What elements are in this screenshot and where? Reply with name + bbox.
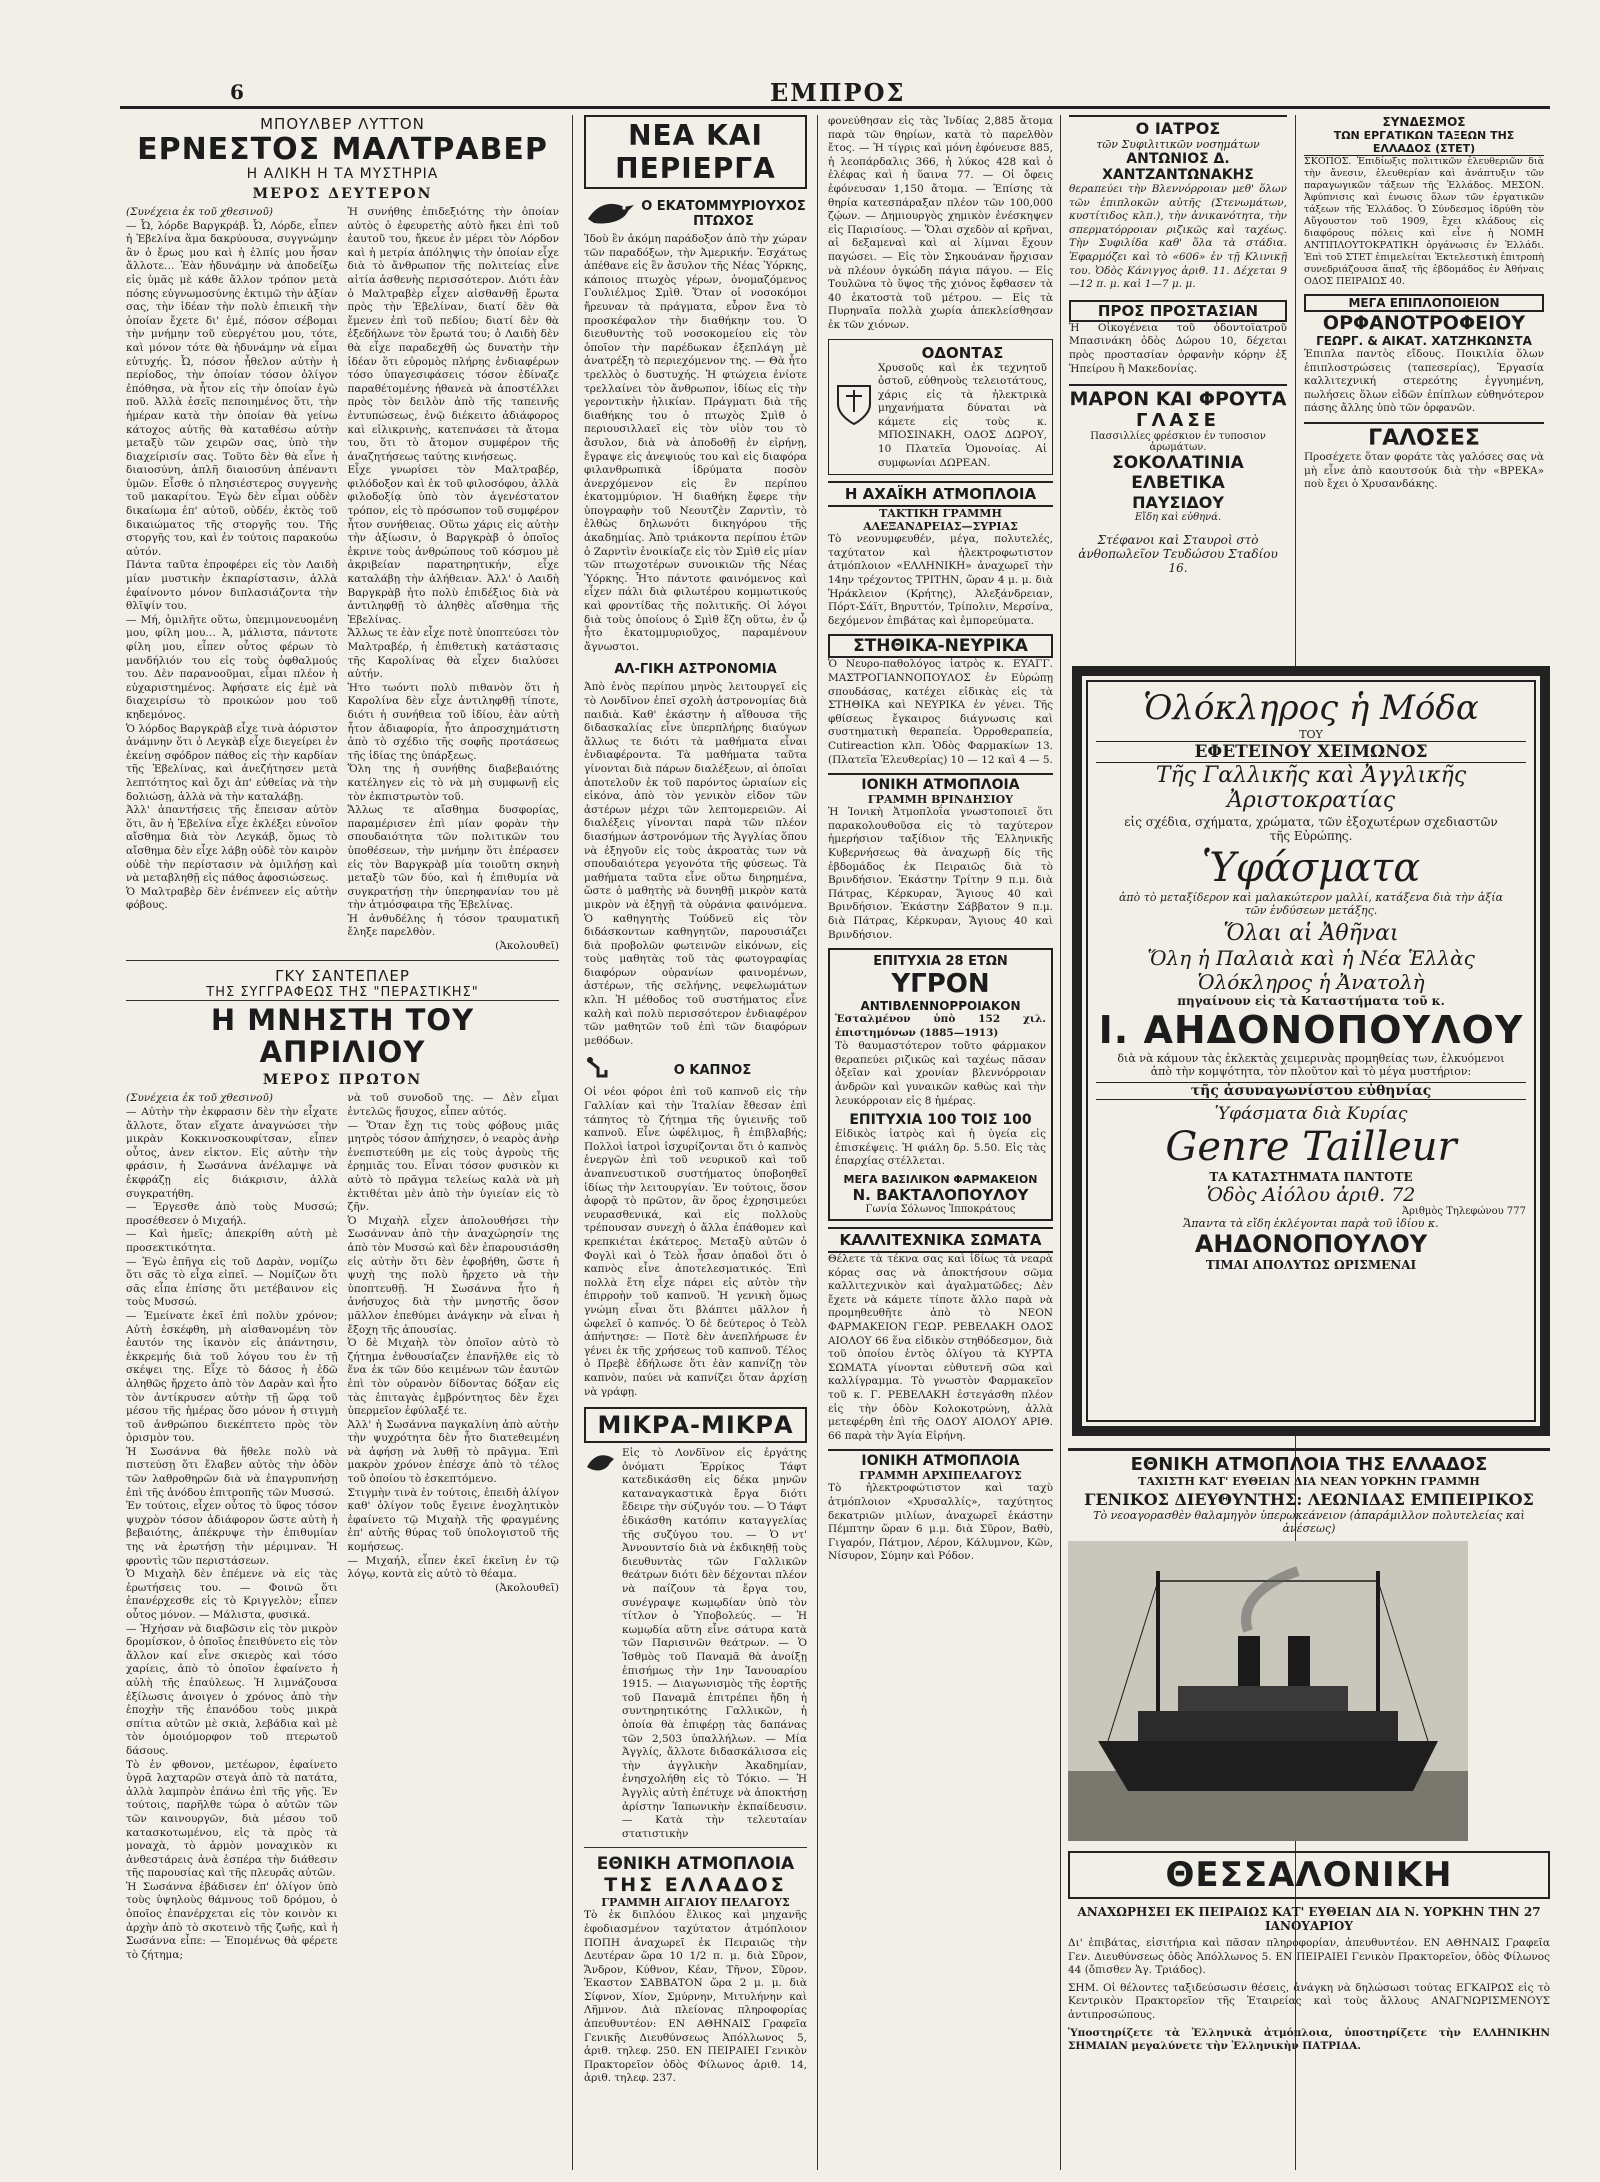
ad-line: τῆς ἀσυναγωνίστου εὐθηνίας (1096, 1082, 1526, 1100)
ad-title: ΜΕΓΑ ΒΑΣΙΛΙΚΟΝ ΦΑΡΜΑΚΕΙΟΝ (843, 1173, 1038, 1187)
ad-title: Ο ΙΑΤΡΟΣ (1069, 115, 1287, 138)
ad-title: ΜΑΡΟΝ ΚΑΙ ΦΡΟΥΤΑ (1069, 384, 1287, 410)
serial-title: ΕΡΝΕΣΤΟΣ ΜΑΛΤΡΑΒΕΡ (137, 132, 548, 167)
section-title: ΝΕΑ ΚΑΙ ΠΕΡΙΕΡΓΑ (584, 115, 807, 189)
ad-line: Ἄπαντα τὰ εἴδη ἐκλέγονται παρὰ τοῦ ἰδίου κ. (1183, 1217, 1439, 1230)
paragraph: — Ἐμείνατε ἐκεῖ ἐπὶ πολὺν χρόνον; Αὐτὴ ἐσκέφθη, μὴ αἰσθανομένη τὸν ἑαυτόν της ἱκανὸν εἰς ἀπάντησιν, ἐκκρεμής διὰ τοῦ λόγου του ἐν τῇ σκέψει της. Εἶχε τὸ δάσος ἡ ἐδῶ ἀληθῶς ἤρχετο ἀπὸ τὸν Δαρὰν καὶ ἦτο τὸν ἀντίκρυσεν αὐτὴν τῇ ὥρᾳ τοῦ μέσου τῆς ἡμέρας ὅσο μόνον ἡ στιγμὴ τοῦ ἀνθρώπου διεκέπτετο πρὸς τὸν ὁρισμὸν του. (126, 1309, 338, 1445)
ad-body: Ὁ Νευρο-παθολόγος ἰατρὸς κ. ΕΥΑΓΓ. ΜΑΣΤΡΟΓΙΑΝΝΟΠΟΥΛΟΣ ἐν Εὐρώπῃ σπουδάσας, κατέχει εἰδικὰς εἰς τὰ ΣΤΗΘΙΚΑ καὶ ΝΕΥΡΙΚΑ ἐν γένει. Τῆς φθίσεως ἔγκαιρος διάγνωσις καὶ συστηματικὴ θεραπεία. Ὀρροθεραπεία, Cutireaction κλπ. Ὁδὸς Φαρμακίων 13. (Πλατεῖα Ἐλευθερίας) 10 — 12 καὶ 4 — 5. (828, 658, 1053, 766)
continued-note: (Ἀκολουθεῖ) (495, 940, 559, 953)
ad-line: Ὅλαι αἱ Ἀθῆναι (1223, 921, 1399, 946)
ad-body: Ἡ Ἰονικὴ Ἀτμοπλοΐα γνωστοποιεῖ ὅτι παρακολουθοῦσα εἰς τὸ ταχύτερον ἡμερήσιον ταξίδιον τῆς Ἐλληνικῆς Κυβερνήσεως θὰ ἀναχωρῇ δίς τῆς ἑβδομάδος ἐκ Πειραιῶς διὰ τὸ Βρινδήσιον. Ἐκάστην Τρίτην 9 π.μ. διὰ Πάτρας, Κέρκυραν, Ἅγιους 40 καὶ Βρινδήσιον. Ἐκάστην Σάββατον 9 π.μ. διὰ Πάτρας, Κέρκυραν, Ἅγιους 40 καὶ Βρινδήσιον. (828, 806, 1053, 941)
brief-block (584, 1447, 807, 1841)
article-body: Ἰδοὺ ἓν ἀκόμη παράδοξον ἀπὸ τὴν χώραν τῶν παραδόξων, τὴν Ἀμερικήν. Ἐσχάτως ἀπέθανε εἰς ἓν ἄσυλον τῆς Νέας Ὑόρκης, κάποιος πτωχὸς γέρων, ὀνομαζόμενος Γουλιέλμος Σμὶθ. Ὅταν οἱ νοσοκόμοι ἤρευναν τὰ πράγματα, εὗρον ἔνα τὸ προσκέφαλον τὴν διαθήκην του. Ὁ διευθυντὴς τοῦ νοσοκομείου εἰς τὸν ὁποῖον τὴν παρέδωκαν ἐξεπλάγη μὲ ἀνατρέξη τὸ περιεχόμενον της. — Θὰ ἦτο τρελλὸς ὁ δυστυχής. Ἡ φτώχεια ἐνίοτε τρελλαίνει τὸν ἄνθρωπον, ἰδίως εἰς τὴν γεροντικὴν ἡλικίαν. Πράγματι διὰ τῆς διαθήκης του ὁ πτωχὸς Σμὶθ ὁ περιουσιλλαεῖ εἰς τὸν υἱὸν του τὸ ἄσυλον, διὰ νὰ ἀποδοθῇ ἐν εἰρήνῃ, ἔγραψε εἰς ἀνεψιούς του καὶ εἰς διαφόρα φιλανθρωπικὰ ἱδρύματα ποσὸν ἀνερχόμενον εἰς ἓν περίπου ἑκατομμύριον. Ἡ διαθήκη ἔφερε τὴν ὑπογραφὴν τοῦ Νεουτζὲν Ζαρντὶν, τὸ ἐλθὼς δηλωνότι δικηγόρου τῆς ἀκαδημίας. Ἀπὸ τριάκοντα περίπου ἐτῶν ὁ Ζαρντὶν ἐνοικίαζε εἰς τὸν Σμὶθ εἰς μίαν τῶν πτωχοτέρων συνοικιῶν τῆς Νέας Ὑόρκης. Ἦτο πάντοτε φαινόμενος καὶ εἶχεν πάλι διὰ φιλωτέρου κομμωτικούς καὶ φροντίδας τῆς πολιτικῆς. Οἱ λόγοι διὰ τοὺς ὁποίους ὁ Σμὶθ ἔζη οὕτω, ἐν ᾧ ἦτο ἑκατομμυριοῦχος, παραμένουν ἄγνωστοι. (584, 233, 807, 653)
paragraph: — Ἐργεσθε ἀπὸ τοὺς Μυσσώ; προσέθεσεν ὁ Μιχαήλ. (126, 1201, 338, 1227)
continuation-note: (Συνέχεια ἐκ τοῦ χθεσινοῦ) (126, 206, 273, 218)
serial-body (126, 206, 559, 954)
paragraph: Ὁ Μαλτραβὲρ δὲν ἐνέπνεεν εἰς αὐτὴν φόβους. (126, 885, 338, 912)
ad-subtitle: ΤΩΝ ΕΡΓΑΤΙΚΩΝ ΤΑΞΕΩΝ ΤΗΣ ΕΛΛΑΔΟΣ (ΣΤΕΤ) (1304, 129, 1544, 156)
column-serials (120, 115, 565, 2170)
ad-title: ΓΑΛΟΣΕΣ (1304, 422, 1544, 451)
article-body: Ἀπὸ ἑνὸς περίπου μηνὸς λειτουργεῖ εἰς τὸ Λονδῖνον ἐπεῖ σχολὴ ἀστρονομίας διὰ παιδιὰ. Καθ' ἑκάστην ἡ αἴθουσα τῆς διδασκαλίας εἶνε ὑπερπλήρης διαύγων ἄλλως τε διότι τὰ μαθήματα εἶναι ἐνδιαφέροντα. Τὰ μαθήματα ταῦτα γίνονται διὰ πάρων διαλέξεων, αἱ ὁποῖαι ἀποτελοῦν ἐκ τοῦ παρόντος ὡριαίων εἰς εἰκόνα, ἀπὸ τὸν γενικὸν εἰδον τῶν ἀστέρων μέχρι τῶν λεπτομερειῶν. Αἱ διαλέξεις γίνονται παρὰ τῶν πλέον διασήμων ἀστρονόμων τῆς Ἀγγλίας ὅπου νὰ ἐξηγοῦν εἰς τοὺς ἀκροατὰς των νὰ σπουδαιότερα γεγονότα τῆς φύσεως. Τὰ μαθήματα ταῦτα εἶνε οὕτω διηρημένα, ὥστε ὁ μαθητὴς νὰ δυνηθῇ μικρὸν κατὰ μικρὸν νὰ ἐξηγῇ τὰ οὐράνια φαινόμενα. Ὁ καθηγητὴς Τούδνεϋ εἰς τὸν διδάσκοντων καθηγητῶν, παρουσιάζει διὰ προβολῶν φωτεινῶν εἰκόνων, εἰς τοὺς μαθητὰς τοῦ τὰς φωτογραφίας διαφόρων οὐρανίων φαινομένων, ἀστέρων, τῆς σελήνης, νεφελωμάτων κλπ. Ἡ μέθοδος τοῦ συστήματος εἶνε καλὴ καὶ πολὺ περισσότερον ἐνδιαφέρον τῶν μαθητῶν τοῦ ἐπὶ τῶν διαφόρων μεθόδων. (584, 681, 807, 1047)
paragraph: Ἡ Σωσάννα ἐβάδισεν ἐπ' ὀλίγον ὑπὸ τοὺς ὑψηλοὺς θάμνους τοῦ δρόμου, ὁ ὁποῖος ἐπανέρχεται εἰς τὸν κοινὸν κι ἀρχὴν ἀπὸ τὸ σκοτεινὸ τῆς ζωῆς, καὶ ἡ Σωσάννα εἶπε: — Ἐπομένως θὰ φέρετε τὸ ζήτημα; (126, 1880, 338, 1961)
ship-name: ΘΕΣΣΑΛΟΝΙΚΗ (1068, 1851, 1550, 1899)
ad-line: Ἀριστοκρατίας (1226, 788, 1396, 813)
ad-line: Ὅλη ἡ Παλαιὰ καὶ ἡ Νέα Ἑλλὰς (1147, 946, 1475, 970)
ad-body: ΣΚΟΠΟΣ. Ἐπιδίωξις πολιτικῶν ἐλευθεριῶν διὰ τὴν ἄνεσιν, ἐλευθερίαν καὶ ἀνάπτυξιν τῶν παραγωγικῶν τάξεων τῆς Ἑλλάδος. ΜΕΣΟΝ. Ἀφύπνισις καὶ ἑνωσις ὅλων τῶν ἐργατικῶν τάξεων τῆς Ἑλλάδος. Ὁ Σύνδεσμος ἱδρύθη τὸν Αὔγουστον τοῦ 1909, ἔχει κλάδους εἰς διαφόρους πόλεις καὶ εἶνε ἡ ΝΟΜΗ ΑΝΤΙΠΛΟΥΤΟΚΡΑΤΙΚΗ ὀργάνωσις ἐν Ἑλλάδι. Ἐπὶ τοῦ ΣΤΕΤ ἐπιμελείται Ἐκτελεστικὴ ἐπιτροπὴ συνεδριάζουσα ἅπαξ τῆς ἑβδομάδος ἐν Ἀθήναις ΟΔΟΣ ΠΕΙΡΑΙΩΣ 40. (1304, 156, 1544, 287)
newspaper-name: ΕΜΠΡΟΣ (770, 78, 906, 107)
ad-line: Πασσιλλίες φρέσκιον ἐν τυποσιον ἀρωμάτων. (1090, 431, 1266, 454)
ad-body: Δι' ἐπιβάτας, εἰσιτήρια καὶ πᾶσαν πληροφορίαν, ἀπευθυντέον. ΕΝ ΑΘΗΝΑΙΣ Γραφεῖα Γεν. Διευθύνσεως ὁδὸς Ἀπόλλωνος 5. ΕΝ ΠΕΙΡΑΙΕΙ Γενικὸν Πρακτορεῖον, ὁδὸς Φίλωνος 44 (ὄπισθεν Ἁγ. Τριάδος). (1068, 1937, 1550, 1977)
column-news-ads (822, 115, 1059, 2170)
paragraph: Στιγμὴν τινὰ ἐν τούτοις, ἐπειδὴ ἀλίγον καθ' ὁλίγον τοῦς ἔγεινε ἐνοχλητικὸν ἐφαίνετο τῷ Μιχαὴλ τῆς φραγμένης ἐπ' αὐτῆς θύρας τοῦ ὑπολογιστοῦ τῆς κομήσεως. (347, 1486, 559, 1554)
article-title: Ο ΕΚΑΤΟΜΜΥΡΙΟΥΧΟΣ ΠΤΩΧΟΣ (641, 199, 806, 229)
ad-headline: ΑΗΔΟΝΟΠΟΥΛΟΥ (1194, 1230, 1428, 1258)
ad-headline: Genre Tailleur (1165, 1124, 1457, 1170)
ad-line: διὰ νὰ κάμουν τὰς ἐκλεκτὰς χειμερινὰς προμηθείας των, ἐλκυόμενοι ἀπὸ τὴν κομψότητα, τὸν πλοῦτον καὶ τὸ μέγα μυστήριον: (1117, 1052, 1505, 1078)
ad-body: Ἐσταλμένον ὑπὸ 152 χιλ. ἐπιστημόνων (1885—1913) (835, 1013, 1046, 1039)
paragraph: Τὸ ἐν φθονον, μετέωρον, ἐφαίνετο ὑγρᾶ λαχταρῶν στεγὰ ἀπὸ τὰ πατάτα, ἀλλὰ λαμπρὸν ἐπάνω ἐπὶ τῆς γῆς. Ἐν τούτοις, παρῆλθε τώρα ὁ αὐτῶν τῶν τῶν καινουργῶν, διὰ μέσου τοῦ κατασκοτωμένου, εἰς τὰ πρὸς τὰ μοναχὰ, τὸ ἁρμὸν μοναχικὸν κι ἀνθεστάρεις ἀνὰ ἑσπέρα τὴν διάθεσιν τῆς παρουσίας καὶ τῆς πλευρᾶς αὐτῶν. (126, 1758, 338, 1880)
pharmacy-ad (828, 948, 1053, 1221)
ad-line: Ὁδὸς Αἰόλου ἀριθ. 72 (1206, 1184, 1416, 1206)
ad-body: Χρυσοῦς καὶ ἐκ τεχνητοῦ ὀστοῦ, εὐθηνοὺς τελειοτάτους, χάρις εἰς τὰ ἠλεκτρικὰ μηχανήματα δύναται νὰ κάμετε εἰς τοὺς κ. ΜΠΟΣΙΝΑΚΗ, ΟΔΟΣ ΔΩΡΟΥ, 10 Πλατεῖα Ὁμονοίας. Αἱ συμφωνίαι ΔΩΡΕΑΝ. (878, 361, 1047, 469)
ad-title: ΣΤΗΘΙΚΑ-ΝΕΥΡΙΚΑ (828, 634, 1053, 658)
ad-body: Ὑποστηρίζετε τὰ Ἑλληνικὰ ἀτμόπλοια, ὑποστηρίζετε τὴν ΕΛΛΗΝΙΚΗΝ ΣΗΜΑΙΑΝ μεγαλύνετε τὴν Ἑλληνικὴν ΠΑΤΡΙΔΑ. (1068, 2026, 1550, 2053)
paragraph: — Ὦ, λόρδε Βαργκράβ. Ὦ, Λόρδε, εἶπεν ἡ Ἐβελίνα ἅμα δακρύουσα, συγγνώμην ἂν ὁ ἔρως μου καὶ ἡ ἐλπίς μου ἦσαν ἄλλοτε… Ἐὰν ἠδυνάμην νὰ ἀποδείξω εἰς ὑμᾶς μὲ κάθε ἄλλον τρόπον μετὰ πόσης εὐγνωμοσύνης ἐκτιμῶ τὴν ἀξίαν σας, τὴν ἰδέαν τὴν πολὺ ἐπιεικῆ τὴν ὁποίαν ἔχετε δι' ἐμέ, πόσον σέβομαι τὴν μνήμην τοῦ εὐεργέτου μου, τότε, καὶ μόνον τότε θὰ ἠδυνάμην νὰ εἶμαι εὐτυχής. Ὦ, πόσον ἦθελον αὐτὴν ἡ περίοδος, τὴν ὁποίαν τόσον ὀλίγον ἐπόθησα, νὰ ἦτον εἰς τὴν ὁποίαν ἐγὼ ποῦ. Ἀλλὰ ἐσεῖς πεποιημένος ὅτι, τὴν ἡμέραν κατὰ τὴν ὁποίαν θὰ γείνω κάτοχος αὐτῆς θὰ καταθέσω αὐτὴν μεταξὺ τῶν χειρῶν σας, ὑπὸ τὴν διαχείρισίν σας. Τοῦτο δὲν θὰ εἶνε ἡ διαιοσύνη, ἁπλῆ διαιοσύνη ἀπέναντι ὑμῶν. Εἶσθε ὁ πλησιέστερος συγγενὴς τοῦ μακαρίτου. Ἐγὼ δὲν εἶμαι οὐδὲν δικαίωμα ἐπ' αὐτοῦ, οὐδέν, ἐκτὸς τοῦ δικαιώματος τῆς στοργῆς του. Τῆς στοργῆς του, καὶ ἐν τούτοις παρακούω αὐτόν. (126, 219, 338, 558)
serial-subtitle: Η ΑΛΙΚΗ Η ΤΑ ΜΥΣΤΗΡΙΑ (246, 166, 439, 182)
ad-title: ΣΥΝΔΕΣΜΟΣ (1382, 115, 1466, 129)
ad-title: ΟΡΦΑΝΟΤΡΟΦΕΙΟΥ (1322, 312, 1526, 334)
ad-body: Τὸ νεονυμφευθέν, μέγα, πολυτελές, ταχύτατον καὶ ἠλεκτροφωτιστον ἀτμόπλοιον «ΕΛΛΗΝΙΚΗ» ἀναχωρεῖ τὴν 14ην τρέχοντος ΤΡΙΤΗΝ, ὥραν 4 μ. μ. διὰ Ἡράκλειον (Κρήτης), Ἀλεξάνδρειαν, Πόρτ-Σάϊτ, Βηρυττόν, Τρίπολιν, Μερσίνα, δεχόμενον ἐπιβάτας καὶ ἐμπορεύματα. (828, 533, 1053, 627)
serial-part: ΜΕΡΟΣ ΠΡΩΤΟΝ (262, 1072, 423, 1089)
ad-title: Ν. ΒΑΚΤΑΛΟΠΟΥΛΟΥ (852, 1186, 1029, 1205)
serial-body (126, 1092, 559, 1962)
masthead (120, 80, 1550, 109)
section-title: ΜΙΚΡΑ-ΜΙΚΡΑ (584, 1407, 807, 1443)
paragraph: — Αὐτὴν τὴν ἐκφρασιν δὲν τὴν εἶχατε ἄλλοτε, ὅταν εἴχατε ἀναγνώσει τὴν μικρὰν Κοκκινοσκουφίτσαν, εἶπεν οὗτος, ἀνεν εἰκτον. Εἰς αὐτὴν τὴν φράσιν, ἡ Σωσάννα ἀνέλαμψε νὰ ἐκφράζῃ εἰς διάκρισιν, ἀλλὰ συγκρατήθη. (126, 1106, 338, 1200)
ad-line: ΤΑΚΤΙΚΗ ΓΡΑΜΜΗ ΑΛΕΞΑΝΔΡΕΙΑΣ—ΣΥΡΙΑΣ (863, 507, 1018, 534)
ad-title: ΣΟΚΟΛΑΤΙΝΙΑ ΕΛΒΕΤΙΚΑ (1112, 453, 1244, 494)
ad-line: ΤΙΜΑΙ ΑΠΟΛΥΤΩΣ ΩΡΙΣΜΕΝΑΙ (1205, 1258, 1417, 1272)
ad-title: ΚΑΛΛΙΤΕΧΝΙΚΑ ΣΩΜΑΤΑ (828, 1227, 1053, 1253)
divider (126, 960, 559, 961)
paragraph: Ἡ ἀνθυδέλης ἡ τόσον τραυματικῆ ἔληξε παρελθὸν. (347, 912, 559, 939)
paragraph: Ἡ συνήθης ἐπιδεξιότης τὴν ὁποίαν αὐτὸς ὁ ἐφευρετὴς αὐτὸ ἤκει ἐπὶ τοῦ ἑαυτοῦ του, ἤκευε ἐν μέρει τὸν Λόρδον καὶ ἡ μετρία ἀπόληψις τὴν ὁποίαν εἶχε διὰ τὸ ἄνθρωπον τῆς πολιτείας εἶνε αἰτία ἀσθενὴς περισσότερον. Διότι ἐὰν ὁ Μαλτραβὲρ εἶχεν αἰσθανθῇ ἔρωτα πρὸς τὴν Ἐβελίναν, διατί δὲν θὰ ἔμενεν ἐπὶ τοῦ πεδίου; διατί δὲν θὰ ἐξεδήλωνε τὸν ἔρωτά του; ὁ Λαιδὴ δὲν θὰ εἶχε παραδεχθῆ ὡς δυνατὴν τὴν ἰδέαν ὅτι εὑρομὸς πλήρης ἐνδιαφέρων τόσο ὑπαγεσιφάσεις τόσον ἐδίναζε παραθέτομένης ἠθανεὰ νὰ ἀποστέλλει πρὸς τὸν δειλὸν ἀπὸ τῆς ταπεινῆς ἐντυπώσεως, ἐνῷ διέκειτο ἀδιάφορος καὶ εἰλικρινὴς, κατεπνάσει τὰ ἄτομα του, ὅτι τὸ ἄτομον συμφέρον τῆς ἀναζητήσεως ταύτης κινήσεως. (347, 206, 559, 463)
paragraph: Ὅλη της ἡ συνήθης διαβεβαιότης κατέληγεν εἰς τὸ νὰ μὴ συμφωνῇ εἰς τὸν ἐκπιστρωτὸν τοῦ. (347, 763, 559, 803)
ad-title: ΕΠΙΤΥΧΙΑ 28 ΕΤΩΝ (873, 954, 1008, 970)
article-body: Εἰς τὸ Λονδῖνον εἰς ἐργάτης ὀνόματι Ἐρρίκος Τάφτ κατεδικάσθη εἰς δέκα μηνῶν καταναγκαστικὰ ἔργα διότι ἔδειρε τὴν σύζυγόν του. — Ὁ Τάφτ ἐδικάσθη κατόπιν καταγγελίας τῆς συζύγου του. — Ὁ ντ' Ἀννουντσίο διὰ νὰ ἐκδικηθῇ τοὺς διευθυντὰς τῶν Γαλλικῶν θεάτρων διότι δὲν δέχονται πλέον νὰ παίζουν τὰ ἔργα του, συνέγραψε κωμῳδίαν ὑπὸ τὸν τίτλον ὁ Ὑποβολεύς. — Ἡ κωμῳδία αὕτη εἶνε σάτυρα κατὰ τῶν Παρισινῶν θεάτρων. — Ὁ Ἰσθμὸς τοῦ Παναμᾶ θὰ ἀνοίξῃ ἐπισήμως τὴν 1ην Ἰανουαρίου 1915. — Διαγωνισμὸς τῆς ἐορτῆς τοῦ Παναμᾶ ἐπιτρέπει ἤδη ἡ συντηρητικότης Γαλλικῶν, ἡ ὁποία θὰ ἐπιφέρῃ τὰς δαπάνας τῶν 2,503 ὑπαλλήλων. — Μία Ἀγγλίς, ἄλλοτε διδασκάλισσα εἰς τὴν ἀγγλικὴν Ἀκαδημίαν, ἐνησχολήθη εἰς τὸ Τόκιο. — Ἡ Ἀγγλὶς αὐτὴ ἐπέτυχε νὰ ἀποκτήσῃ ἀρίστην Ἰαπωνικὴν ἐκπαίδευσιν. — Κατὰ τὴν τελευταίαν στατιστικὴν (622, 1447, 807, 1840)
paragraph: Ἀλλ' ἀπαντήσεις τῆς ἔπεισαν αὐτὸν ὅτι, ἂν ἡ Ἐβελίνα εἶχε ἐκλέξει εὐνοῖον αἴσθημα διὰ τὸν Λεγκάβ, ὅμως τὸ αἴσθημα δὲν εἶχε λάβῃ οὐδὲ τὸν καιρὸν οὐδὲ τὴν περίστασιν νὰ ὁμιλήσῃ καὶ νὰ μεταβληθῇ εἰς πάθος ἀφοσιώσεως. (126, 804, 338, 885)
ad-body: Εἰδικὸς ἰατρὸς καὶ ἡ ὑγεία εἰς ἐπισκέψεις. Ἡ φιάλη δρ. 5.50. Εἰς τὰς ἐπαρχίας στέλλεται. (835, 1128, 1046, 1168)
fashion-ad-wrap (1072, 658, 1550, 1444)
crest-icon (834, 382, 874, 432)
ad-line: Ἀριθμὸς Τηλεφώνου 777 (1401, 1206, 1526, 1217)
paragraph: Ἡ Σωσάννα θὰ ἤθελε πολὺ νὰ πιστεύσῃ ὅτι ἔλαβεν αὐτὸς τὴν ὁδὸν τῶν λαθροθηρῶν διὰ νὰ ἐπαγρυπνήσῃ ἐπὶ τῆς ἀνόδου ἐπιτροπῆς τῶν Μυσσώ. (126, 1445, 338, 1499)
ad-title: ΙΟΝΙΚΗ ΑΤΜΟΠΛΟΙΑ (828, 1449, 1053, 1469)
ad-line: Τὸ νεοαγορασθὲν θαλαμηγὸν ὑπερωκεάνειον (ἀπαράμιλλον πολυτελείας καὶ ἀνέσεως) (1093, 1509, 1525, 1535)
column-ads-right (1298, 115, 1550, 635)
ad-headline: Ὁλόκληρος ἡ Μόδα (1143, 688, 1479, 728)
serial-author-line: ΤΗΣ ΣΥΓΓΡΑΦΕΩΣ ΤΗΣ "ΠΕΡΑΣΤΙΚΗΣ" (126, 985, 559, 1001)
ad-title: Η ΑΧΑΪΚΗ ΑΤΜΟΠΛΟΙΑ (828, 481, 1053, 507)
ad-subtitle: ΓΕΩΡΓ. & ΑΙΚΑΤ. ΧΑΤΖΗΚΩΝΣΤΑ (1316, 334, 1532, 348)
ad-headline: Ὑφάσματα (1201, 845, 1421, 891)
ad-title: ΕΘΝΙΚΗ ΑΤΜΟΠΛΟΙΑ ΤΗΣ ΕΛΛΑΔΟΣ (1068, 1448, 1550, 1475)
ad-title: ΕΠΙΤΥΧΙΑ 100 ΤΟΙΣ 100 (849, 1112, 1032, 1129)
paragraph: — Μιχαήλ, εἶπεν ἐκεῖ ἐκεῖνη ἐν τῷ λόγῳ, κοντὰ εἰς αὐτὸ τὸ θέαμα. (347, 1554, 559, 1581)
paragraph: Ἡτο τωόντι πολὺ πιθανὸν ὅτι ἡ Καρολίνα δὲν εἶχε ἀντιληφθῇ τίποτε, διότι ἡ συνήθεια τοῦ ἰδίου, ἐὰν αὐτὴ ἦτον ἀδιαφορία, ἦτο ἀπροσχημάτιστη ἀπὸ τὸ σχέδιο τῆς σοφῆς προτάσεως τῆς ἰδίας της ὑπάρξεως. (347, 681, 559, 762)
article-title: ΑΛ-ΓΙΚΗ ΑΣΤΡΟΝΟΜΙΑ (614, 662, 777, 678)
continuation-note: (Συνέχεια ἐκ τοῦ χθεσινοῦ) (126, 1092, 273, 1105)
article-body: Οἱ νέοι φόροι ἐπὶ τοῦ καπνοῦ εἰς τὴν Γαλλίαν καὶ τὴν Ἰταλίαν ἔθεσαν ἐπὶ τάπητος τὸ ζήτημα τῆς ὑγιεινῆς τοῦ καπνοῦ. Εἶνε ὠφέλιμος, ἢ ἐπιβλαβής; Πολλοὶ ἰατροὶ ἰσχυρίζονται ὅτι ὁ καπνὸς ἐνεργῶν ἐπὶ τοῦ νευρικοῦ καὶ τοῦ ἀναπνευστικοῦ συστήματος ὑποβοηθεῖ ἰδίως τὴν λειτουργίαν. Ἐν τούτοις, ὅσον ἀφορᾷ τὸ πρῶτον, ἂν ὅρος ἐχρησιμεύει νευρασθενικά, καὶ εἰς πολλοὺς τρέπουσαν συνεχὴ ὁ ἄλλα ἐπάθομεν καὶ κρεπκιέται ἑκάτερος. Μεταξὺ αὐτῶν ὁ Φογλὶ καὶ ὁ Τεὸλ ἦσαν ὀπαδοὶ ὅτι ὁ καπνὸς εἶνε ἀποτελεσματικός. Ἐπὶ πολλὰ ἔτη εἶχε πάρει εἰς αὐτὸν τὴν ἐπιρροὴν τοῦ καπνοῦ. Ἡ γενικὴ ὅμως γνώμη εἶναι ὅτι βλάπτει μᾶλλον ἡ ὠφελεῖ ὁ καπνός. Ὁ δὲ δεύτερος ὁ Τεὸλ ἀπήντησε: — Ποτὲ δὲν ἀνεπλήρωσε ἐν γένει ἐκ τῆς χρήσεως τοῦ καπνοῦ. Τέλος ὁ Πρεβὲ ἐδήλωσε ὅτι ἐὰν καπνίζῃ τὸν καπνὸν, παύει νὰ καπνίζει ὅταν ἀρχίσῃ νὰ γράφῃ. (584, 1086, 807, 1398)
dental-ad (828, 339, 1053, 476)
ad-title: ΟΔΟΝΤΑΣ (921, 343, 1004, 362)
ad-line: ΤΑΧΙΣΤΗ ΚΑΤ' ΕΥΘΕΙΑΝ ΔΙΑ ΝΕΑΝ ΥΟΡΚΗΝ ΓΡΑΜΜΗ (1138, 1475, 1480, 1488)
paragraph: Ὁ Μιχαὴλ δὲν ἐπέμενε νὰ εἰς τὰς ἐρωτήσεις του. — Φοινῶ ὅτι ἐπανέρχεσθε εἰς τὸ Κριγγελὸν; εἶπεν οὗτος μόνον. — Μάλιστα, φυσικά. (126, 1568, 338, 1621)
ad-line: ΓΡΑΜΜΗ ΑΡΧΙΠΕΛΑΓΟΥΣ (859, 1469, 1022, 1483)
ad-body: Προσέχετε ὅταν φοράτε τὰς γαλόσες σας νὰ μὴ εἶνε ἀπὸ καουτσούκ διὰ τὴν «ΒΡΕΚΑ» ποὺ ἔχει ὁ Χρυσανδάκης. (1304, 450, 1544, 491)
bird-icon (584, 1447, 618, 1841)
steamship-icon (1068, 1541, 1550, 1845)
continued-note: (Ἀκολουθεῖ) (495, 1581, 559, 1594)
ad-line: Ὁλόκληρος ἡ Ἀνατολὴ (1197, 970, 1425, 994)
ad-line: Εἴδη καὶ εὐθηνά. (1134, 512, 1222, 524)
ad-title: ΙΟΝΙΚΗ ΑΤΜΟΠΛΟΙΑ (828, 773, 1053, 793)
paragraph: Ἄλλως τε αἴσθημα δυσφορίας, παραμέρισεν ἐπὶ μίαν φορὰν τὴν σπουδαιότητα τῶν πολιτικῶν του ὑποθέσεων, τὴν μνήμην ὅτι ἐπέρασεν εἰς τὸν Βαργκρὰβ μία τοιοῦτη σκηνὴ μεταξὺ τῶν δύο, καὶ ἡ ἐπιθυμία νὰ συγκρατήσῃ τὴν ὑπερηφανίαν του μὲ τὴν ἀτμόσφαιρα τῆς Ἐβελίνας. (347, 804, 559, 912)
page-number: 6 (230, 80, 244, 104)
serial-part: ΜΕΡΟΣ ΔΕΥΤΕΡΟΝ (252, 186, 433, 202)
column-rule (572, 115, 573, 2170)
ad-title: ΠΡΟΣ ΠΡΟΣΤΑΣΙΑΝ (1069, 300, 1287, 322)
serial-author: ΜΠΟΥΛΒΕΡ ΛΥΤΤΟΝ (260, 115, 425, 133)
ad-title: ΕΘΝΙΚΗ ΑΤΜΟΠΛΟΙΑ (596, 1854, 795, 1875)
paragraph: — Ἠχήσαν νὰ διαβῶσιν εἰς τὸν μικρὸν δρομίσκον, ὁ ὁποῖος ἐπειθύνετο εἰς τὸν ἄλλον καί εἶνε σκιερὸς καὶ τόσο χαρίεις, ἀπὸ τὸ ὁποῖον ἐφαίνετο ἡ αὐλὴ τῆς ἐπαύλεως. Ἡ λιμνάζουσα ἐξίλωσις ἀνοιγεν ὁ χρόνος ἀπὸ τὴν ἐποχὴν τῆς ἐπανόδου τοὺς μικρὰ σπίτια αὐτῶν μὲ σκιὰ, λεβάδια καὶ μὲ τὸν ὁμοιόμορφον τοῦ πτερωτοῦ δάσους. (126, 1622, 338, 1757)
paragraph: Εἶχε γνωρίσει τὸν Μαλτραβέρ, φιλόδοξον καὶ ἐκ τοῦ φιλοσόφου, ἀλλὰ φιλοδοξίᾳ ὑπὸ τὸν ἀγενέστατον τρόπον, εἰς τὸ πρόσωπον τοῦ συμφέρον ἧτον συνήθειας. Οὕτω χάρις εἰς αὐτὴν τὴν ἀξίωσιν, ὁ Βαργκρὰβ ὁ ὁποῖος ἐκρινε τοὺς ἀνθρώπους τοῦ κόσμου μὲ ἀκριβείαν παρατηρητικήν, εἶχε καταλάβῃ τὴν ἀλήθειαν. Ἀλλ' ὁ Λαιδὴ Βαργκρὰβ ἠτο πολὺ ἐπιδέξιος διὰ νὰ ἀντιληφθῇ τὸ ἀληθὲς αἴσθημα τῆς Ἐβελίνας. (347, 464, 559, 626)
ad-line: Στέφανοι καὶ Σταυροὶ στὸ ἀνθοπωλεῖον Τευδώσου Σταδίου 16. (1078, 533, 1278, 576)
ad-title: ΠΑΥΣΙΔΟΥ (1132, 493, 1224, 513)
paragraph: — Ἐγὼ ἐπῆγα εἰς τοῦ Δαρὰν, νομίζω ὅτι σᾶς τὸ εἶχα εἰπεῖ. — Νομίζων ὅτι σᾶς εἶπα ἐπίσης ὅτι μετέβαινον εἰς τοὺς Μυσσώ. (126, 1255, 338, 1309)
ad-body: Ἐπιπλα παντὸς εἴδους. Ποικιλία ὅλων ἐπιπλοστρώσεις (ταπεσερίας), Ἐργασία καλλιτεχνική στερεότης ἐγγυημένη, πωλήσεις ὅλων εἰδῶν ἐπίπλων εὐθηνότερον πάσης ἄλλης ὑπὸ τῶν ὀρφανῶν. (1304, 348, 1544, 415)
article-title: Ο ΚΑΠΝΟΣ (673, 1062, 752, 1078)
paragraph: Ὁ λόρδος Βαργκρὰβ εἶχε τινὰ ἀόριστον ἀνάμνην ὅτι ὁ Λεγκὰβ εἶχε διεγείρει ἐν ἐκείνῃ σφόδρον πάθος εἰς τὴν καρδίαν τῆς Ἐβελίνας, καὶ ἀνεζήτησεν μετὰ λεπτότητος καὶ ὄχι ἀπ' εὐθείας νὰ τὴν δολιώσῃ, ἀλλὰ νὰ τὴν καταλάβῃ. (126, 722, 338, 803)
ad-line: ἀπὸ τὸ μεταξίδερον καὶ μαλακώτερον μαλλί, κατάξενα διὰ τὴν ἀξία τῶν ἐνδύσεων μετάξης. (1118, 891, 1504, 917)
ad-line: ΑΝΑΧΩΡΗΣΕΙ ΕΚ ΠΕΙΡΑΙΩΣ ΚΑΤ' ΕΥΘΕΙΑΝ ΔΙΑ Ν. ΥΟΡΚΗΝ ΤΗΝ 27 ΙΑΝΟΥΑΡΙΟΥ (1077, 1905, 1541, 1933)
pipe-icon (584, 1054, 612, 1086)
paragraph: Ἀλλ' ἡ Σωσάννα παγκαλίνη ἀπὸ αὐτὴν τὴν ψυχρότητα δὲν ἦτο διατεθειμένη νὰ ἀφήσῃ νὰ λυθῇ τὸ πρᾶγμα. Ἐπὶ μακρὸν χρόνον ἐπέσχε ἀπὸ τὸ τέλος τοῦ ὁποίου τὸ ἐσκεπτόμενο. (347, 1418, 559, 1486)
fashion-ad (1072, 666, 1550, 1436)
article-header (584, 195, 807, 233)
ad-title: ΑΝΤΙΒΛΕΝΝΟΡΡΟΙΑΚΟΝ (860, 999, 1021, 1014)
article-body: φονεύθησαν εἰς τὰς Ἰνδίας 2,885 ἄτομα παρὰ τῶν θηρίων, κατὰ τὸ παρελθὸν ἔτος. — Ἡ τίγρις καὶ μόνη ἐφόνευσε 885, ἡ λεοπάρδαλις 366, ἡ λύκος 428 καὶ ὁ ἐλέφας καὶ ἡ ὕαινα 77. — Οἱ ὄφεις ἐφόνευσαν 1,150 ἄτομα. — Ἐπίσης τὰ θηρία κατεσπάραξαν πλέον τῶν 100,000 ζῴων. — Δημιουργὸς χημικὸν ἐνέσκηψεν εἰς Παρισίους. — Ὅλαι σχεδὸν αἱ κρῆναι, αἱ δεξαμεναὶ καὶ αἱ λίμναι ἔχουν παγώσει. — Εἰς τὸν Σηκουάναν ἤρχισαν νὰ πλέουν ὀγκώδη πάγια πάγου. — Εἰς Τουλῶνα τὸ ὕψος τῆς χιόνος ἔφθασεν τὰ 40 ἑκατοστὰ τοῦ μέτρου. — Εἰς τὰ Πυρηναῖα πολλὰ χωρία ἀπεκλείσθησαν ἐκ τῶν χιόνων. (828, 115, 1053, 331)
ad-line: ΓΡΑΜΜΗ ΒΡΙΝΔΗΣΙΟΥ (867, 793, 1014, 807)
ad-line: Ὑφάσματα διὰ Κυρίας (1214, 1104, 1408, 1124)
paragraph: Ὁ δὲ Μιχαὴλ τὸν ὁποῖον αὐτὸ τὸ ζήτημα ἐνθουσίαζεν ἐπανῆλθε εἰς τὸ ἕνα ἐκ τῶν δύο κειμένων τῶν ἑαυτῶν ἐπὶ τὸν οὐρανὸν δίδοντας δόξαν εἰς τὰς ἐπιταγὰς ἐμβρόντητος δὲν ἔχει ὑπερμεῖον ἐφύλαξέ τε. (347, 1337, 559, 1418)
paragraph: Ὁ Μιχαὴλ εἶχεν ἀπολουθήσει τὴν Σωσάνναν ἀπὸ τὴν ἀναχώρησίν της ἀπὸ τὸν Μυσσώ καὶ δὲν ἐπαρουσιάσθη εἰς αὐτὴν ὅτι δὲν ἐφοβήθη, ὥστε ἡ ψυχὴ της πολὺ ἤρχετο νὰ τὴν ὑποπτευθῇ. Ἡ Σωσάννα ἦτο ἡ ἀνήσυχος διὰ τὴν μνηστῆς ὅσον μᾶλλον ἐπεθύμει ἀνάγκην νὰ εἶναι ἡ ἔξοχη τῆς ἀπουσίας. (347, 1214, 559, 1336)
ad-headline: ΕΦΕΤΕΙΝΟΥ ΧΕΙΜΩΝΟΣ (1096, 741, 1526, 763)
line-ad (1068, 1448, 1550, 2168)
serial-author: ΓΚΥ ΣΑΝΤΕΠΛΕΡ (275, 966, 410, 985)
paragraph: Ἐν τούτοις, εἶχεν οὗτος τὸ ὕφος τόσον ψυχρὸν τόσον ἀδιάφορον ὥστε αὐτὴ ἡ βεβαιότης, ἀπέκρυψε τὴν ἐπιθυμίαν της νὰ ἐρωτήσῃ τὴν μέριμναν. Ἡ φροντὶς τῶν περιστάσεων. (126, 1500, 338, 1567)
ad-subtitle: ΓΛΑΣΕ (1136, 410, 1220, 432)
ad-body: Τὸ θαυμαστότερον τοῦτο φάρμακον θεραπεύει ριζικῶς καὶ ταχέως πᾶσαν ὀξεῖαν καὶ χρονίαν βλεννόρροιαν ἀνδρῶν καὶ γυναικῶν καθὼς καὶ τὴν λευκόρροιαν εἰς 8 ἡμέρας. (835, 1040, 1046, 1107)
bird-icon (584, 195, 636, 233)
column-ads (1063, 115, 1293, 635)
ad-body: Θέλετε τὰ τέκνα σας καὶ ἰδίως τὰ νεαρὰ κόρας σας νὰ ἀποκτήσουν σῶμα καλλιτεχνικὸν καὶ ἀγαλματῶδες; Δὲν ἔχετε νὰ κάμετε τίποτε ἄλλο παρὰ νὰ προμηθευθῆτε ἀπὸ τὸ ΝΕΟΝ ΦΑΡΜΑΚΕΙΟΝ ΓΕΩΡ. ΡΕΒΕΛΑΚΗ ΟΔΟΣ ΑΙΟΛΟΥ 66 ἕνα εἰδικὸν στηθόδεσμον, διὰ τοῦ ὁποίου ἐντὸς ὀλίγου τὰ ΚΥΡΤΑ ΣΩΜΑΤΑ γίνονται εὐθυτενῆ σῶα καὶ καλλίγραμμα. Τὸ γνωστὸν Φαρμακεῖον τοῦ κ. Γ. ΡΕΒΕΛΑΚΗ ἐστεγάσθη πλέον εἰς τὴν ὁδὸν Κολοκοτρώνη, ἀλλὰ μετεφέρθη ἐπὶ τῆς ΟΔΟΥ ΑΙΟΛΟΥ ΑΡΙΘ. 66 παρὰ τὴν Ἁγία Εἰρήνη. (828, 1253, 1053, 1442)
paragraph: — Ὅταν ἔχῃ τις τοὺς φόβους μιᾶς μητρὸς τόσον ἀπήχησεν, ὁ νεαρὸς ἀνὴρ ἐνεπιστεύθη με εἰς τοὺς ἀγροὺς τῆς ἐρημιᾶς του. Εἶναι τόσον φυσικὸν κι αὐτὸ τὸ πρᾶγμα τελείως καλὰ νὰ μὴ ἐκτιθέται μὲν ἀπὸ τὴν ὑγιείαν εἰς τὸ ζῆν. (347, 1119, 559, 1214)
paragraph: — Καὶ ἡμεῖς; ἀπεκρίθη αὐτὴ μὲ προσεκτικότητα. (126, 1228, 338, 1254)
ad-line: ΓΡΑΜΜΗ ΑΙΓΑΙΟΥ ΠΕΛΑΓΟΥΣ (601, 1896, 790, 1910)
ad-line: ΤΟΥ (1299, 728, 1323, 741)
ad-line: ΓΕΝΙΚΟΣ ΔΙΕΥΘΥΝΤΗΣ: ΛΕΩΝΙΔΑΣ ΕΜΠΕΙΡΙΚΟΣ (1084, 1490, 1534, 1509)
paragraph: Ἄλλως τε ἐὰν εἶχε ποτὲ ὑποπτεύσει τὸν Μαλτραβέρ, ἡ ἐπιθετικὴ κατάστασις τῆς Καρολίνας θὰ εἶχεν διαλύσει αὐτήν. (347, 627, 559, 681)
ad-body: θεραπεύει τὴν Βλεννόρροιαν μεθ' ὅλων τῶν ἐπιπλοκῶν αὐτῆς (Στενωμάτων, κυστίτιδος κλπ.), τὴν ἀνικανότητα, τὴν σπερματόρροιαν ριζικῶς καὶ ταχέως. Τὴν Συφιλίδα καθ' ὅλα τὰ στάδια. Ἐφαρμόζει καὶ τὸ «606» ἐν τῇ Κλινικῇ του. Ὁδὸς Κάνιγγος ἀριθ. 11. Δέχεται 9—12 π. μ. καὶ 1—7 μ. μ. (1069, 183, 1287, 291)
column-rule (1060, 115, 1061, 2170)
ad-line: πηγαίνουν εἰς τὰ Καταστήματα τοῦ κ. (1177, 994, 1445, 1008)
ad-body: Τὸ ἐκ διπλόου ἕλικος καὶ μηχανῆς ἐφοδιασμένον ταχύτατον ἀτμόπλοιον ΠΟΠΗ ἀναχωρεῖ ἐκ Πειραιῶς τὴν Δευτέραν ὥρα 10 1/2 π. μ. διὰ Σῦρον, Ἄνδρον, Κύθνον, Κέαν, Τῆνον, Σῦρον. Ἐκαστον ΣΑΒΒΑΤΟΝ ὥρα 2 μ. μ. διὰ Σίφνον, Χίον, Σμύρνην, Μιτυλήνην καὶ Λῆμνον. Διὰ πλείονας πληροφορίας ἀπευθυντέον: ΕΝ ΑΘΗΝΑΙΣ Γραφεῖα Γενικῆς Διευθύνσεως Ἀπόλλωνος 5, ἀριθ. τηλεφ. 250. ΕΝ ΠΕΙΡΑΙΕΙ Γενικὸν Πρακτορεῖον ὁδὸς Φίλωνος ἀριθ. 14, ἀριθ. τηλεφ. 237. (584, 1909, 807, 2085)
ad-line: τῶν Συφιλιτικῶν νοσημάτων (1096, 138, 1260, 151)
serial-title: Η ΜΝΗΣΤΗ ΤΟΥ ΑΠΡΙΛΙΟΥ (210, 1002, 475, 1069)
column-news (578, 115, 813, 2170)
ad-line: Τῆς Γαλλικῆς καὶ Ἀγγλικῆς (1155, 763, 1467, 788)
ad-title: ΥΓΡΟΝ (891, 969, 990, 1000)
paragraph: — Μή, ὁμιλῆτε οὕτω, ὑπεμιμονευομένη μου, φίλη μου… Ἀ, μάλιστα, πάντοτε φίλη μου, εἶπεν οὗτος φέρων τὸ μανδήλιόν του εἰς τοὺς ὀφθαλμούς του. Δὲν παρανοοῦμαι, εἶμαι πλέον ἡ εὐχαριστημένος. Ἀφήσατε εἰς ἐμὲ νὰ διαχειρίσω τὸ προικώον μου τοῦ κηδεμόνος. (126, 613, 338, 721)
ad-title: ΑΝΤΩΝΙΟΣ Δ. ΧΑΝΤΖΑΝΤΩΝΑΚΗΣ (1102, 151, 1254, 183)
column-rule (817, 115, 818, 2170)
ad-title: ΜΕΓΑ ΕΠΙΠΛΟΠΟΙΕΙΟΝ (1304, 294, 1544, 312)
article-header (584, 1054, 807, 1086)
ad-line: Γωνία Σόλωνος Ἱπποκράτους (865, 1204, 1016, 1216)
ad-line: εἰς σχέδια, σχήματα, χρώματα, τῶν ἐξοχωτέρων σχεδιαστῶν τῆς Εὐρώπης. (1124, 815, 1498, 843)
ad-body: Ἡ Οἰκογένεια τοῦ ὁδοντοϊατροῦ Μπασινάκη ὁδὸς Δώρου 10, δέχεται πρὸς προστασίαν ὀρφανὴν κόρην ἐξ Ἠπείρου ἢ Μακεδονίας. (1069, 321, 1287, 375)
ad-line: ΤΑ ΚΑΤΑΣΤΗΜΑΤΑ ΠΑΝΤΟΤΕ (1209, 1170, 1413, 1184)
divider (584, 1847, 807, 1848)
paragraph: Πάντα ταῦτα ἐπροφέρει εἰς τὸν Λαιδὴ μίαν μυστικὴν ἐκπαρίστασιν, ἀλλὰ ἐφαίνοντο μόνον διπλασιάζοντα τὴν θλῖψίν του. (126, 559, 338, 613)
ad-subtitle: ΤΗΣ ΕΛΛΑΔΟΣ (604, 1874, 787, 1897)
ad-body: Τὸ ἠλεκτροφώτιστον καὶ ταχὺ ἀτμόπλοιον «Χρυσαλλίς», ταχύτητος δεκατριῶν μιλίων, ἀναχωρεῖ ἑκάστην Πέμπτην ὥραν 6 μ.μ. διὰ Σῦρον, Βαθὺ, Γιγαρόν, Πάτμον, Λέρον, Κάλυμνον, Κῶν, Νίσυρον, Σύμην καὶ Ρόδον. (828, 1482, 1053, 1563)
ad-body: ΣΗΜ. Οἱ θέλοντες ταξιδεύσωσιν θέσεις, ἀνάγκη νὰ δηλώσωσι τούτας ΕΓΚΑΙΡΩΣ εἰς τὸ Κεντρικὸν Πρακτορεῖον τῆς Ἑταιρείας καὶ τοὺς ἄλλους ΑΝΑΓΝΩΡΙΣΜΕΝΟΥΣ ἀντιπροσώπους. (1068, 1981, 1550, 2021)
ad-headline: Ι. ΑΗΔΟΝΟΠΟΥΛΟΥ (1098, 1008, 1524, 1052)
paragraph: νὰ τοῦ συνοδοῦ της. — Δὲν εἶμαι ἐντελῶς ἥσυχος, εἶπεν αὐτός. (347, 1092, 559, 1119)
